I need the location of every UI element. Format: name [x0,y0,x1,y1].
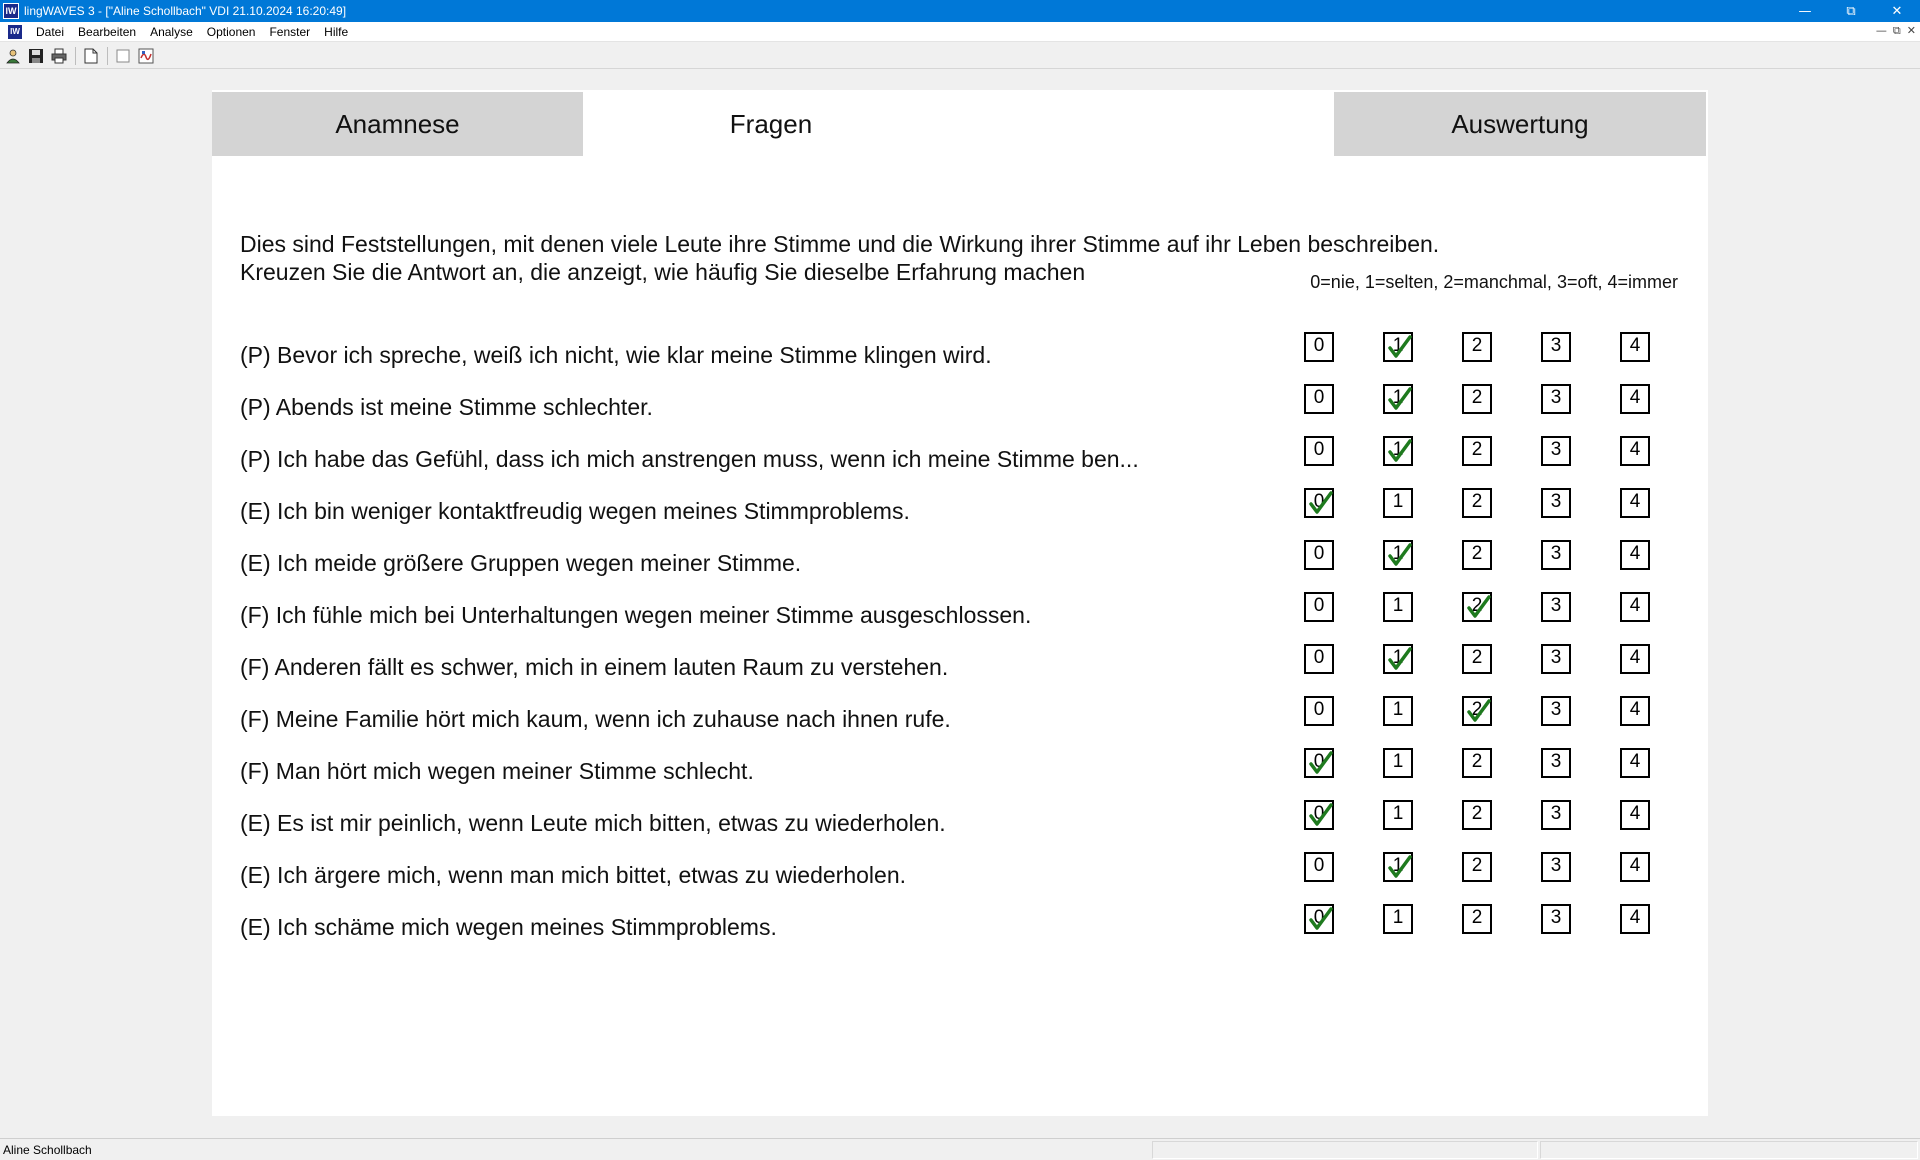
question-text: (E) Ich schäme mich wegen meines Stimmproblems. [240,914,777,940]
answer-option-label: 4 [1629,647,1641,668]
title-bar [0,0,1920,22]
question-row [212,540,1708,592]
question-text: (F) Man hört mich wegen meiner Stimme schlecht. [240,758,754,784]
answer-option-label: 4 [1629,855,1641,876]
status-pane [1152,1141,1538,1159]
answer-option-label: 0 [1313,595,1325,616]
question-row [212,592,1708,644]
answer-option-3[interactable] [1541,904,1571,934]
new-document-icon[interactable] [81,46,101,66]
answer-option-label: 4 [1629,907,1641,928]
answer-option-label: 2 [1471,647,1483,668]
answer-option-label: 1 [1392,335,1404,356]
checkmark-icon [1386,334,1412,360]
answer-option-label: 3 [1550,855,1562,876]
answer-option-label: 1 [1392,855,1404,876]
blank-window-icon[interactable] [113,46,133,66]
answer-option-2[interactable] [1462,644,1492,674]
answer-option-label: 1 [1392,803,1404,824]
print-icon[interactable] [49,46,69,66]
question-text: (P) Abends ist meine Stimme schlechter. [240,394,653,420]
checkmark-icon [1386,386,1412,412]
question-text: (E) Ich bin weniger kontaktfreudig wegen meines Stimmproblems. [240,498,910,524]
answer-option-2[interactable] [1462,852,1492,882]
questionnaire-panel [212,90,1708,1116]
question-row [212,384,1708,436]
answer-option-0[interactable] [1304,696,1334,726]
question-text: (F) Ich fühle mich bei Unterhaltungen wegen meiner Stimme ausgeschlossen. [240,602,1032,628]
answer-option-label: 0 [1313,387,1325,408]
window-title: lingWAVES 3 - ["Aline Schollbach" VDI 21.10.2024 16:20:49] [24,4,347,18]
checkmark-icon [1307,490,1333,516]
answer-option-3[interactable] [1541,540,1571,570]
answer-option-label: 2 [1471,699,1483,720]
answer-option-3[interactable] [1541,384,1571,414]
question-row [212,332,1708,384]
answer-option-0[interactable] [1304,852,1334,882]
question-text: (P) Ich habe das Gefühl, dass ich mich anstrengen muss, wenn ich meine Stimme ben... [240,446,1139,472]
answer-option-4[interactable] [1620,540,1650,570]
answer-option-3[interactable] [1541,800,1571,830]
answer-option-4[interactable] [1620,488,1650,518]
answer-option-label: 2 [1471,595,1483,616]
answer-option-0[interactable] [1304,436,1334,466]
question-row [212,800,1708,852]
answer-option-2[interactable] [1462,488,1492,518]
answer-option-label: 1 [1392,751,1404,772]
answer-option-label: 0 [1313,699,1325,720]
answer-option-1[interactable] [1383,384,1413,414]
checkmark-icon [1386,542,1412,568]
answer-option-2[interactable] [1462,436,1492,466]
answer-option-label: 2 [1471,439,1483,460]
answer-option-4[interactable] [1620,696,1650,726]
question-row [212,488,1708,540]
answer-option-0[interactable] [1304,904,1334,934]
answer-option-label: 1 [1392,907,1404,928]
answer-option-4[interactable] [1620,644,1650,674]
answer-option-4[interactable] [1620,800,1650,830]
answer-option-3[interactable] [1541,332,1571,362]
menu-datei[interactable]: Datei [36,24,65,39]
tab-anamnese[interactable]: Anamnese [212,92,583,156]
answer-option-0[interactable] [1304,540,1334,570]
toolbar [0,43,1920,69]
menu-bearbeiten[interactable]: Bearbeiten [78,24,137,39]
answer-option-3[interactable] [1541,696,1571,726]
answer-option-3[interactable] [1541,852,1571,882]
instructions [240,230,1439,286]
answer-option-2[interactable] [1462,592,1492,622]
answer-option-label: 4 [1629,751,1641,772]
answer-option-label: 3 [1550,543,1562,564]
checkmark-icon [1386,646,1412,672]
mdi-restore-icon[interactable]: ⧉ [1892,24,1901,37]
close-icon[interactable]: ✕ [1891,3,1903,19]
status-pane [1540,1141,1918,1159]
answer-option-1[interactable] [1383,852,1413,882]
answer-option-label: 2 [1471,491,1483,512]
question-text: (P) Bevor ich spreche, weiß ich nicht, wie klar meine Stimme klingen wird. [240,342,992,368]
question-text: (E) Es ist mir peinlich, wenn Leute mich bitten, etwas zu wiederholen. [240,810,946,836]
answer-option-label: 3 [1550,439,1562,460]
question-text: (F) Meine Familie hört mich kaum, wenn ich zuhause nach ihnen rufe. [240,706,951,732]
answer-option-label: 3 [1550,647,1562,668]
answer-option-label: 1 [1392,595,1404,616]
answer-option-label: 0 [1313,751,1325,772]
answer-option-0[interactable] [1304,488,1334,518]
answer-option-4[interactable] [1620,384,1650,414]
answer-option-label: 4 [1629,543,1641,564]
answer-option-1[interactable] [1383,540,1413,570]
answer-option-label: 3 [1550,699,1562,720]
answer-option-label: 0 [1313,803,1325,824]
tab-auswertung[interactable]: Auswertung [1334,92,1706,156]
answer-option-0[interactable] [1304,332,1334,362]
answer-option-4[interactable] [1620,852,1650,882]
save-icon[interactable] [26,46,46,66]
mdi-controls [1876,24,1916,38]
answer-option-1[interactable] [1383,748,1413,778]
instructions-line-1: Dies sind Feststellungen, mit denen viele Leute ihre Stimme und die Wirkung ihrer Stimme auf ihr Leben beschreiben. [240,231,1440,257]
document-menu-icon[interactable]: lW [8,25,22,39]
patient-icon[interactable] [3,46,23,66]
answer-option-3[interactable] [1541,644,1571,674]
answer-option-label: 3 [1550,491,1562,512]
question-row [212,852,1708,904]
answer-option-4[interactable] [1620,748,1650,778]
answer-option-4[interactable] [1620,592,1650,622]
minimize-icon[interactable]: — [1798,3,1812,19]
answer-option-label: 2 [1471,335,1483,356]
answer-option-label: 0 [1313,335,1325,356]
mdi-close-icon[interactable]: ✕ [1906,24,1916,37]
answer-option-label: 2 [1471,751,1483,772]
answer-option-label: 0 [1313,855,1325,876]
answer-option-label: 3 [1550,803,1562,824]
answer-option-label: 4 [1629,595,1641,616]
answer-option-label: 1 [1392,699,1404,720]
answer-option-2[interactable] [1462,384,1492,414]
menu-bar [0,22,1920,42]
question-row [212,748,1708,800]
question-text: (E) Ich ärgere mich, wenn man mich bittet, etwas zu wiederholen. [240,862,907,888]
answer-option-label: 1 [1392,387,1404,408]
answer-option-label: 1 [1392,439,1404,460]
checkmark-icon [1307,802,1333,828]
answer-option-label: 4 [1629,803,1641,824]
answer-option-label: 0 [1313,491,1325,512]
answer-option-2[interactable] [1462,748,1492,778]
question-row [212,904,1708,956]
tab-fragen[interactable]: Fragen [583,92,959,156]
answer-option-2[interactable] [1462,332,1492,362]
answer-option-label: 0 [1313,647,1325,668]
answer-option-label: 3 [1550,387,1562,408]
answer-option-0[interactable] [1304,748,1334,778]
checkmark-icon [1386,438,1412,464]
app-icon[interactable]: lW [3,3,19,19]
answer-option-3[interactable] [1541,748,1571,778]
answer-option-4[interactable] [1620,904,1650,934]
answer-option-3[interactable] [1541,488,1571,518]
answer-option-label: 1 [1392,491,1404,512]
answer-option-label: 2 [1471,855,1483,876]
question-row [212,644,1708,696]
answer-option-2[interactable] [1462,540,1492,570]
menu-optionen[interactable]: Optionen [206,24,256,39]
answer-option-4[interactable] [1620,436,1650,466]
checkmark-icon [1307,906,1333,932]
menu-hilfe[interactable]: Hilfe [324,24,349,39]
answer-option-2[interactable] [1462,800,1492,830]
status-patient-name: Aline Schollbach [3,1143,92,1157]
question-row [212,696,1708,748]
answer-option-1[interactable] [1383,332,1413,362]
checkmark-icon [1386,854,1412,880]
answer-option-label: 2 [1471,803,1483,824]
answer-option-label: 0 [1313,543,1325,564]
toolbar-separator [107,47,108,65]
answer-option-label: 4 [1629,387,1641,408]
instructions-line-2: Kreuzen Sie die Antwort an, die anzeigt, wie häufig Sie dieselbe Erfahrung machen [240,259,1086,285]
answer-option-1[interactable] [1383,436,1413,466]
answer-option-label: 1 [1392,543,1404,564]
answer-option-label: 2 [1471,543,1483,564]
answer-option-label: 4 [1629,699,1641,720]
answer-option-4[interactable] [1620,332,1650,362]
checkmark-icon [1465,698,1491,724]
answer-option-0[interactable] [1304,644,1334,674]
question-text: (E) Ich meide größere Gruppen wegen meiner Stimme. [240,550,802,576]
answer-scale-legend: 0=nie, 1=selten, 2=manchmal, 3=oft, 4=immer [1310,272,1678,292]
window-controls [1782,0,1920,22]
restore-icon[interactable]: ⧉ [1846,3,1856,19]
answer-option-label: 4 [1629,439,1641,460]
answer-option-3[interactable] [1541,592,1571,622]
answer-option-label: 0 [1313,907,1325,928]
answer-option-0[interactable] [1304,384,1334,414]
answer-option-3[interactable] [1541,436,1571,466]
menu-fenster[interactable]: Fenster [269,24,311,39]
toolbar-separator [75,47,76,65]
answer-option-1[interactable] [1383,904,1413,934]
voice-analysis-icon[interactable] [136,46,156,66]
checkmark-icon [1307,750,1333,776]
menu-analyse[interactable]: Analyse [150,24,193,39]
answer-option-label: 1 [1392,647,1404,668]
answer-option-2[interactable] [1462,904,1492,934]
answer-option-label: 3 [1550,595,1562,616]
question-row [212,436,1708,488]
answer-option-label: 0 [1313,439,1325,460]
status-bar [0,1138,1920,1160]
answer-option-label: 3 [1550,335,1562,356]
answer-option-0[interactable] [1304,592,1334,622]
answer-option-label: 3 [1550,907,1562,928]
answer-option-1[interactable] [1383,644,1413,674]
answer-option-label: 4 [1629,491,1641,512]
answer-option-label: 2 [1471,387,1483,408]
checkmark-icon [1465,594,1491,620]
answer-option-1[interactable] [1383,696,1413,726]
answer-option-0[interactable] [1304,800,1334,830]
question-text: (F) Anderen fällt es schwer, mich in einem lauten Raum zu verstehen. [240,654,949,680]
answer-option-label: 3 [1550,751,1562,772]
answer-option-1[interactable] [1383,800,1413,830]
answer-option-1[interactable] [1383,592,1413,622]
answer-option-2[interactable] [1462,696,1492,726]
mdi-minimize-icon[interactable]: — [1875,24,1887,37]
answer-option-label: 4 [1629,335,1641,356]
answer-option-1[interactable] [1383,488,1413,518]
answer-option-label: 2 [1471,907,1483,928]
